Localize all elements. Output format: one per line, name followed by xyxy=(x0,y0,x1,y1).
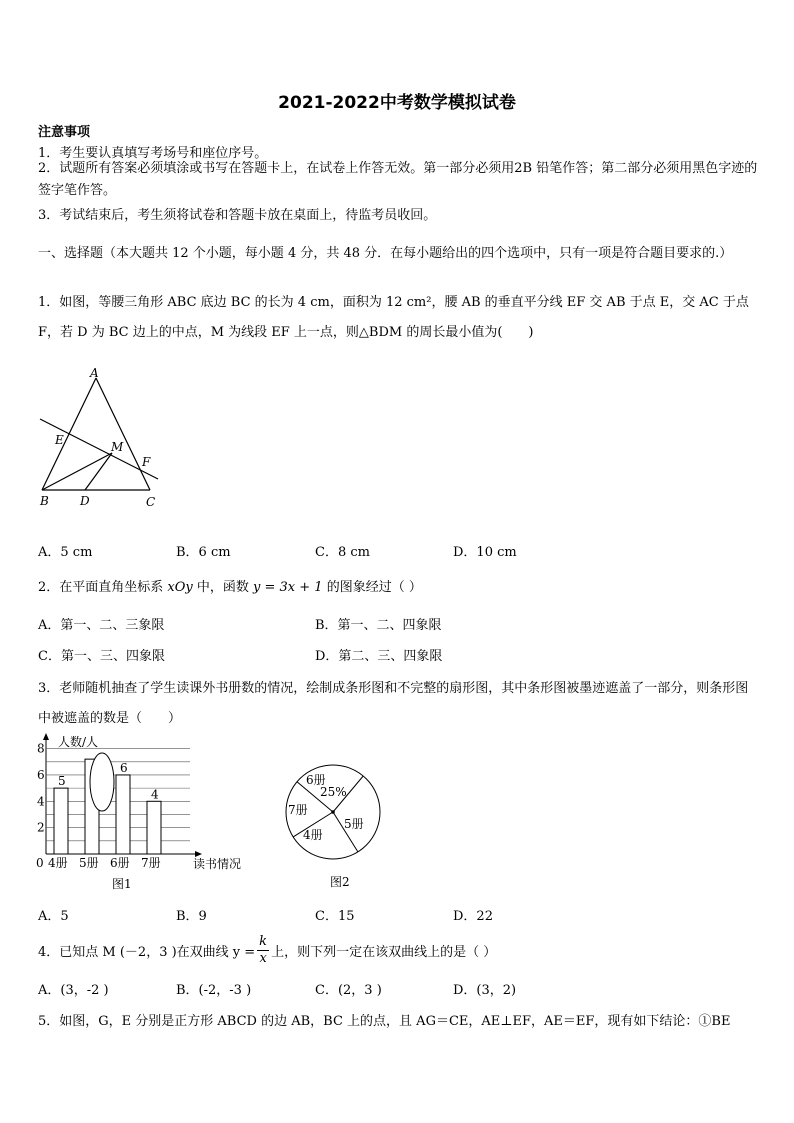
q4-text-post: 上，则下列一定在该双曲线上的是（ ） xyxy=(271,944,497,960)
q4-option-a: A．(3，-2 ) xyxy=(38,983,109,998)
y-tick-label: 0 xyxy=(36,856,44,870)
bar-chart-ylabel: 人数/人 xyxy=(58,735,99,749)
bar-data-label: 6 xyxy=(120,760,128,775)
pie-annotation-25pct: 25% xyxy=(320,785,347,799)
q2-text-mid: 中，函数 xyxy=(192,580,254,595)
label-d: D xyxy=(80,494,90,508)
question-2-text xyxy=(38,576,422,595)
x-category-label: 6册 xyxy=(110,856,130,870)
y-tick-label: 8 xyxy=(37,741,45,756)
q2-option-d: D．第二、三、四象限 xyxy=(315,649,443,664)
q1-option-b: B．6 cm xyxy=(176,545,231,560)
q3-option-a: A．5 xyxy=(38,909,69,924)
bar-chart-xlabel: 读书情况 xyxy=(193,857,242,871)
question-5-text: 5．如图，G，E 分别是正方形 ABCD 的边 AB，BC 上的点，且 AG＝CE，AE⊥EF，AE＝EF，现有如下结论：①BE xyxy=(38,1014,731,1029)
x-category-label: 4册 xyxy=(48,856,68,870)
notice-item-1: 1．考生要认真填写考场号和座位序号。 xyxy=(38,146,268,161)
x-category-label: 7册 xyxy=(141,856,161,870)
segment-dm xyxy=(85,453,112,490)
q1-option-a: A．5 cm xyxy=(38,545,93,560)
page-title: 2021-2022中考数学模拟试卷 xyxy=(278,93,516,113)
pie-label-6: 6册 xyxy=(306,773,326,787)
label-e: E xyxy=(55,433,64,447)
q4-option-b: B．(-2，-3 ) xyxy=(176,983,252,998)
q4-option-d: D．(3，2) xyxy=(453,983,517,998)
y-tick-label: 6 xyxy=(37,767,45,782)
q1-option-d: D．10 cm xyxy=(453,545,517,560)
q4-frac-den: x xyxy=(259,950,267,966)
q4-option-c: C．(2，3 ) xyxy=(315,983,382,998)
question-1-text: 1．如图，等腰三角形 ABC 底边 BC 的长为 4 cm，面积为 12 cm²，腰 AB 的垂直平分线 EF 交 AB 于点 E，交 AC 于点 F，若 D 为 BC 边上的中点，M 为线段 EF 上一点，则△BDM 的周长最小值为( ) xyxy=(38,295,749,340)
pie-chart-caption: 图2 xyxy=(330,875,350,889)
bar-data-label: 4 xyxy=(151,787,159,802)
y-tick-label: 2 xyxy=(37,820,45,835)
bar-7册 xyxy=(147,801,161,854)
q2-option-c: C．第一、三、四象限 xyxy=(38,649,165,664)
q3-option-b: B．9 xyxy=(176,909,207,924)
q2-option-a: A．第一、二、三象限 xyxy=(38,618,165,633)
q4-fraction xyxy=(257,934,269,967)
question-4-text xyxy=(38,930,496,970)
q4-text-pre: 4．已知点 M (－2，3 )在双曲线 y = xyxy=(38,944,256,960)
label-m: M xyxy=(111,440,124,454)
q3-option-c: C．15 xyxy=(315,909,355,924)
pie-label-7: 7册 xyxy=(288,803,308,817)
segment-bm xyxy=(42,453,112,490)
pie-label-5: 5册 xyxy=(344,817,364,831)
bar-4册 xyxy=(54,788,68,854)
y-axis-arrow xyxy=(43,733,49,740)
notice-item-2: 2．试题所有答案必须填涂或书写在答题卡上，在试卷上作答无效。第一部分必须用2B 铅笔作答；第二部分必须用黑色字迹的签字笔作答。 xyxy=(38,161,758,198)
q2-coord: xOy xyxy=(167,580,193,595)
q2-option-b: B．第一、二、四象限 xyxy=(315,618,442,633)
q2-text-post: 的图象经过（ ） xyxy=(322,580,422,595)
q1-option-c: C．8 cm xyxy=(315,545,370,560)
pie-chart-figure-2 xyxy=(280,762,390,894)
label-c: C xyxy=(146,495,156,509)
q4-frac-num: k xyxy=(259,933,268,949)
question-3-text: 3．老师随机抽查了学生读课外书册数的情况，绘制成条形图和不完整的扇形图，其中条形图被墨迹遮盖了一部分，则条形图中被遮盖的数是（ ） xyxy=(38,681,749,726)
y-tick-label: 4 xyxy=(37,794,45,809)
q3-option-d: D．22 xyxy=(453,909,493,924)
notice-heading: 注意事项 xyxy=(38,125,91,140)
label-f: F xyxy=(142,455,151,469)
triangle-figure xyxy=(30,362,170,512)
side-ac xyxy=(96,378,150,490)
pie-center xyxy=(331,810,335,814)
label-a: A xyxy=(90,366,99,380)
bar-6册 xyxy=(116,775,130,854)
q2-formula: y = 3x + 1 xyxy=(253,580,323,595)
bar-chart-figure-1 xyxy=(30,730,260,895)
pie-label-4: 4册 xyxy=(303,828,323,842)
notice-item-3: 3．考试结束后，考生须将试卷和答题卡放在桌面上，待监考员收回。 xyxy=(38,208,437,223)
bar-chart-caption: 图1 xyxy=(112,877,132,891)
section-heading: 一、选择题（本大题共 12 个小题，每小题 4 分，共 48 分．在每小题给出的四个选项中，只有一项是符合题目要求的.） xyxy=(38,246,733,261)
ink-blot-cover xyxy=(90,753,114,811)
label-b: B xyxy=(40,494,49,508)
bar-data-label: 5 xyxy=(58,774,66,789)
x-category-label: 5册 xyxy=(79,856,99,870)
q2-text-pre: 2．在平面直角坐标系 xyxy=(38,580,168,595)
